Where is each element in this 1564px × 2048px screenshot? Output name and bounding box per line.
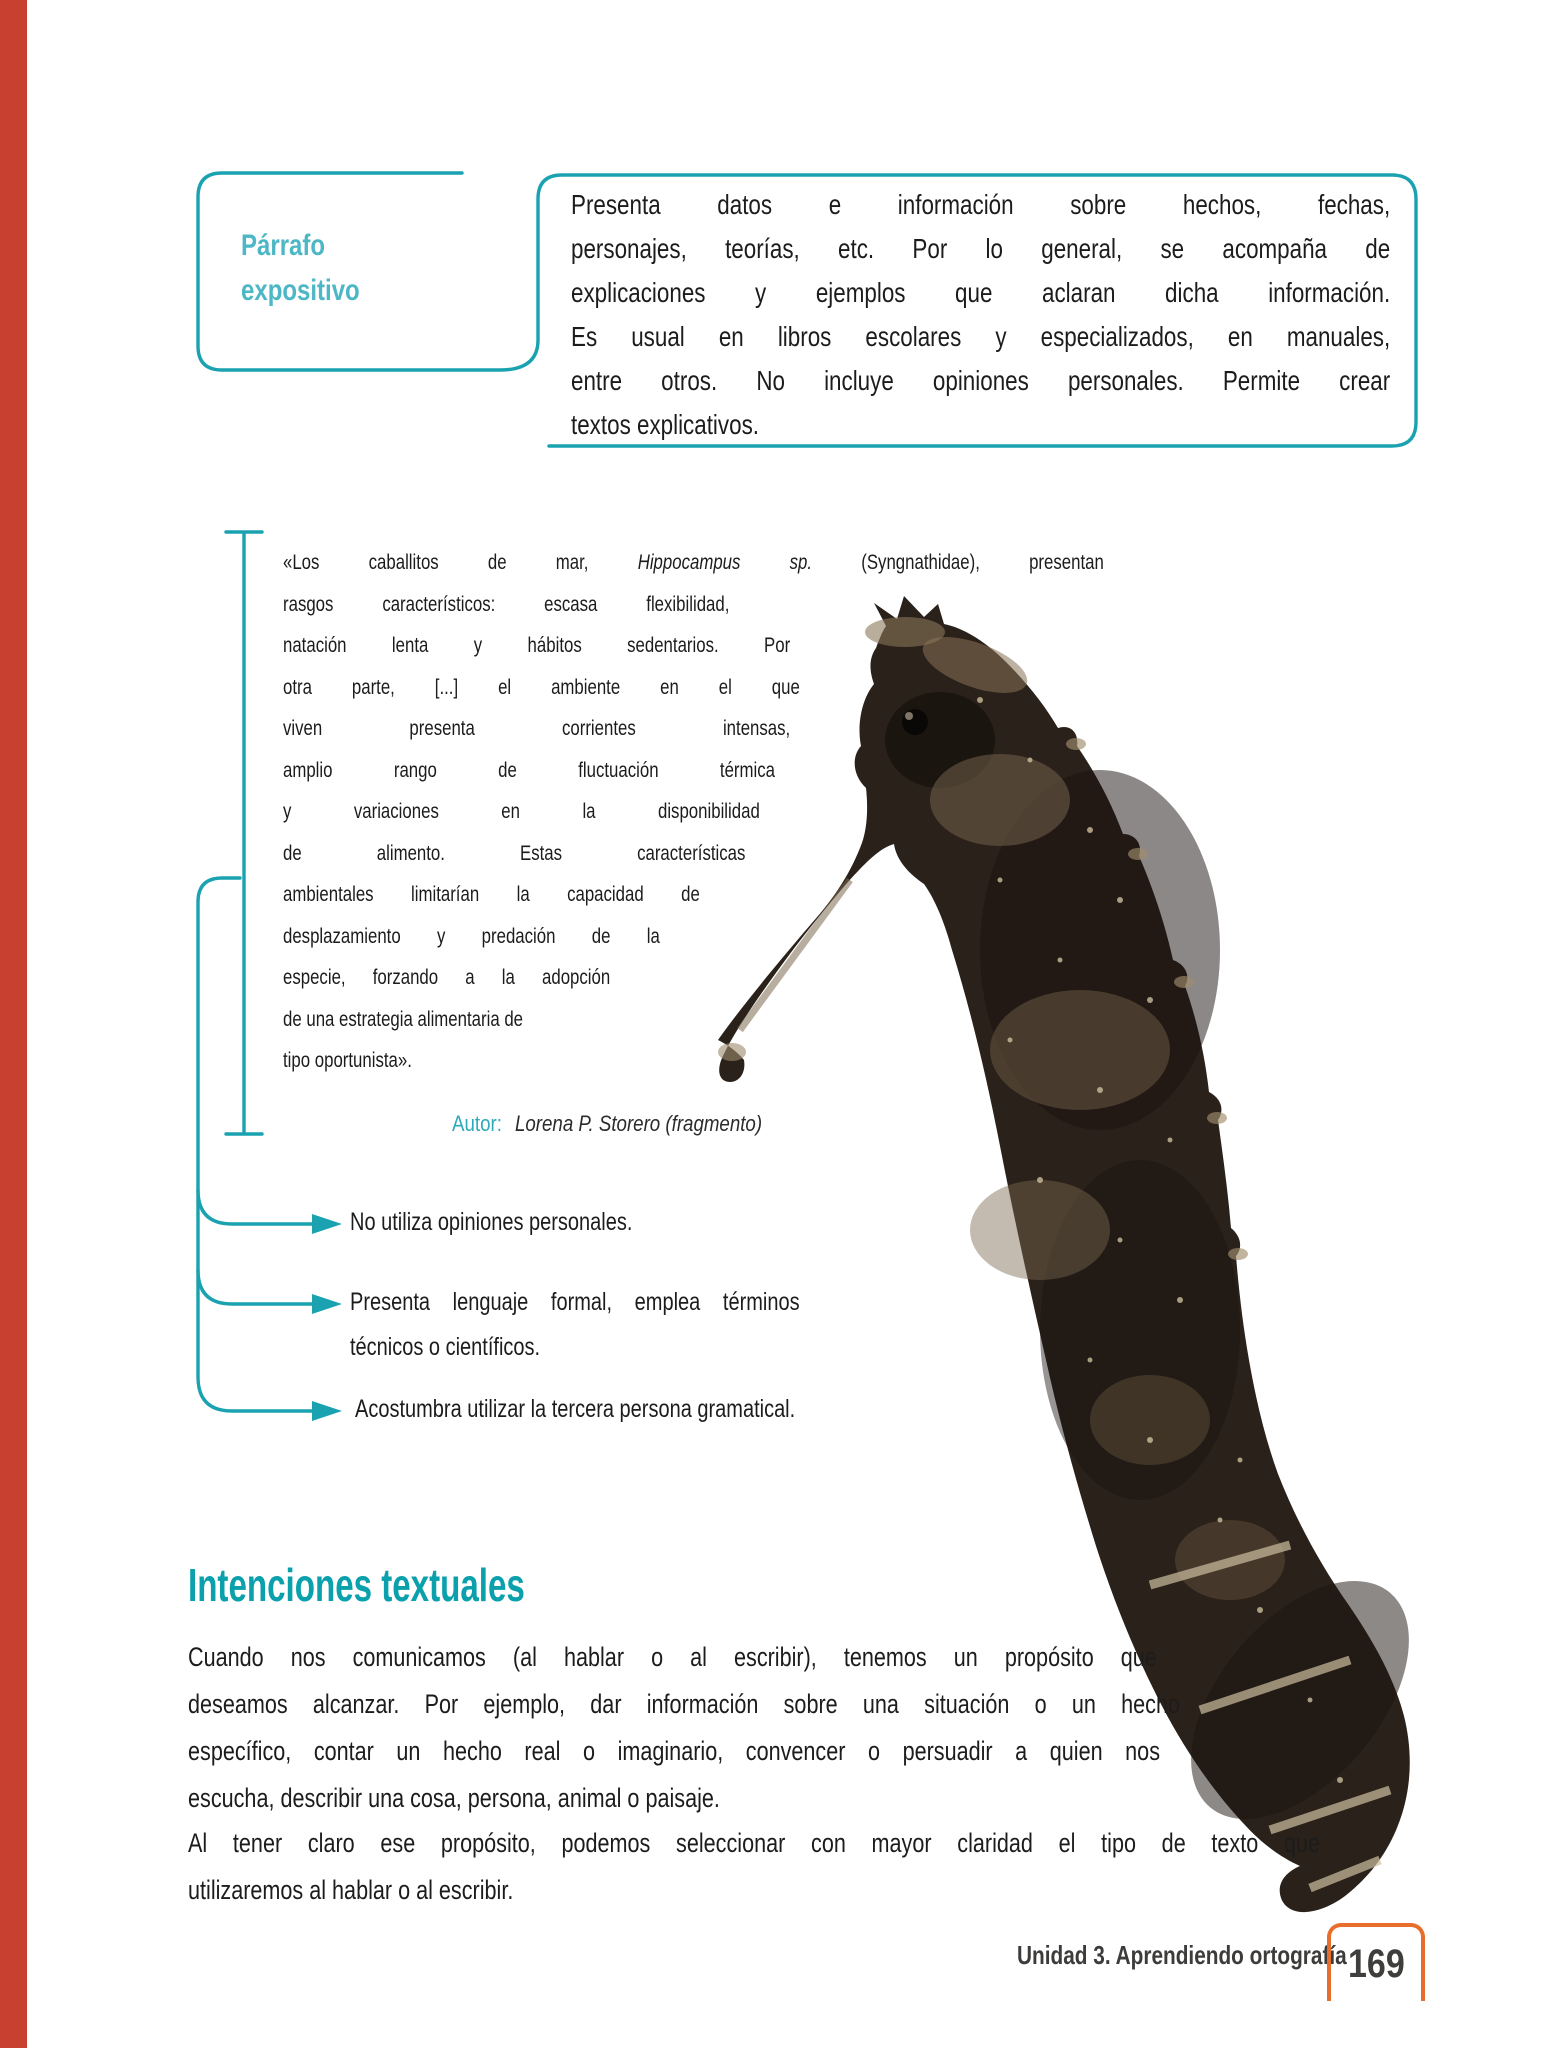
page-number-box — [1327, 1923, 1425, 2001]
body-paragraph-line: deseamos alcanzar. Por ejemplo, dar información sobre una situación o un hecho — [188, 1689, 1180, 1719]
feature-item: técnicos o científicos. — [350, 1333, 541, 1361]
quote-line — [283, 924, 660, 951]
quote-text-part: otra parte, [...] el ambiente en el que — [283, 675, 800, 699]
quote-text-part: «Los caballitos de mar, — [283, 551, 638, 574]
quote-line — [283, 758, 775, 785]
feature-item: Acostumbra utilizar la tercera persona gramatical. — [355, 1395, 796, 1423]
quote-text-part: ambientales limitarían la capacidad de — [283, 883, 700, 906]
quote-line — [283, 675, 800, 702]
quote-text-part: amplio rango de fluctuación térmica — [283, 758, 775, 782]
quote-line — [283, 799, 760, 826]
concept-label-line2: expositivo — [241, 274, 360, 307]
body-paragraph-line: utilizaremos al hablar o al escribir. — [188, 1875, 514, 1905]
concept-description-line: personajes, teorías, etc. Por lo general, se acompaña de — [571, 233, 1391, 264]
quote-text-part: de alimento. Estas características — [283, 841, 746, 865]
quote-species-italic: Hippocampus sp. — [637, 551, 813, 574]
quote-line — [283, 550, 1104, 577]
concept-description-line: explicaciones y ejemplos que aclaran dicha información. — [571, 277, 1391, 308]
quote-line — [283, 882, 700, 909]
concept-label-line1: Párrafo — [241, 229, 326, 262]
quote-text-part: especie, forzando a la adopción — [283, 966, 611, 989]
quote-author-name: Lorena P. Storero (fragmento) — [515, 1111, 763, 1136]
quote-text-part: de una estrategia alimentaria de — [283, 1007, 524, 1031]
concept-description-line: Es usual en libros escolares y especializados, en manuales, — [571, 321, 1391, 352]
body-paragraph-line: escucha, describir una cosa, persona, animal o paisaje. — [188, 1783, 720, 1813]
quote-text-part: (Syngnathidae), presentan — [812, 551, 1104, 574]
concept-description-line: Presenta datos e información sobre hechos, fechas, — [571, 189, 1391, 220]
quote-line — [283, 1007, 523, 1034]
quote-text-part: desplazamiento y predación de la — [283, 924, 660, 948]
quote-line — [283, 1048, 412, 1075]
concept-description-line: entre otros. No incluye opiniones personales. Permite crear — [571, 365, 1391, 396]
quote-text-part: natación lenta y hábitos sedentarios. Por — [283, 634, 791, 657]
quote-line — [283, 965, 610, 992]
feature-item: Presenta lenguaje formal, emplea términos — [350, 1288, 800, 1316]
body-paragraph-line: Cuando nos comunicamos (al hablar o al escribir), tenemos un propósito que — [188, 1642, 1157, 1672]
quote-text-part: tipo oportunista». — [283, 1049, 412, 1072]
quote-text-part: y variaciones en la disponibilidad — [283, 800, 760, 823]
section-heading: Intenciones textuales — [188, 1559, 525, 1611]
quote-line — [283, 716, 790, 743]
body-paragraph-line: específico, contar un hecho real o imaginario, convencer o persuadir a quien nos — [188, 1736, 1160, 1766]
page-number: 169 — [1347, 1941, 1405, 1986]
feature-item: No utiliza opiniones personales. — [350, 1208, 633, 1236]
body-paragraph-line: Al tener claro ese propósito, podemos seleccionar con mayor claridad el tipo de texto que — [188, 1828, 1320, 1858]
quote-line — [283, 592, 729, 619]
quote-text-part: rasgos característicos: escasa flexibilidad, — [283, 592, 730, 616]
quote-text-part: viven presenta corrientes intensas, — [283, 717, 791, 740]
concept-description-line: textos explicativos. — [571, 409, 759, 440]
quote-line — [283, 841, 745, 868]
quote-line — [283, 633, 790, 660]
footer-unit-label: Unidad 3. Aprendiendo ortografía — [1017, 1940, 1347, 1970]
quote-author-label: Autor: — [452, 1111, 502, 1136]
